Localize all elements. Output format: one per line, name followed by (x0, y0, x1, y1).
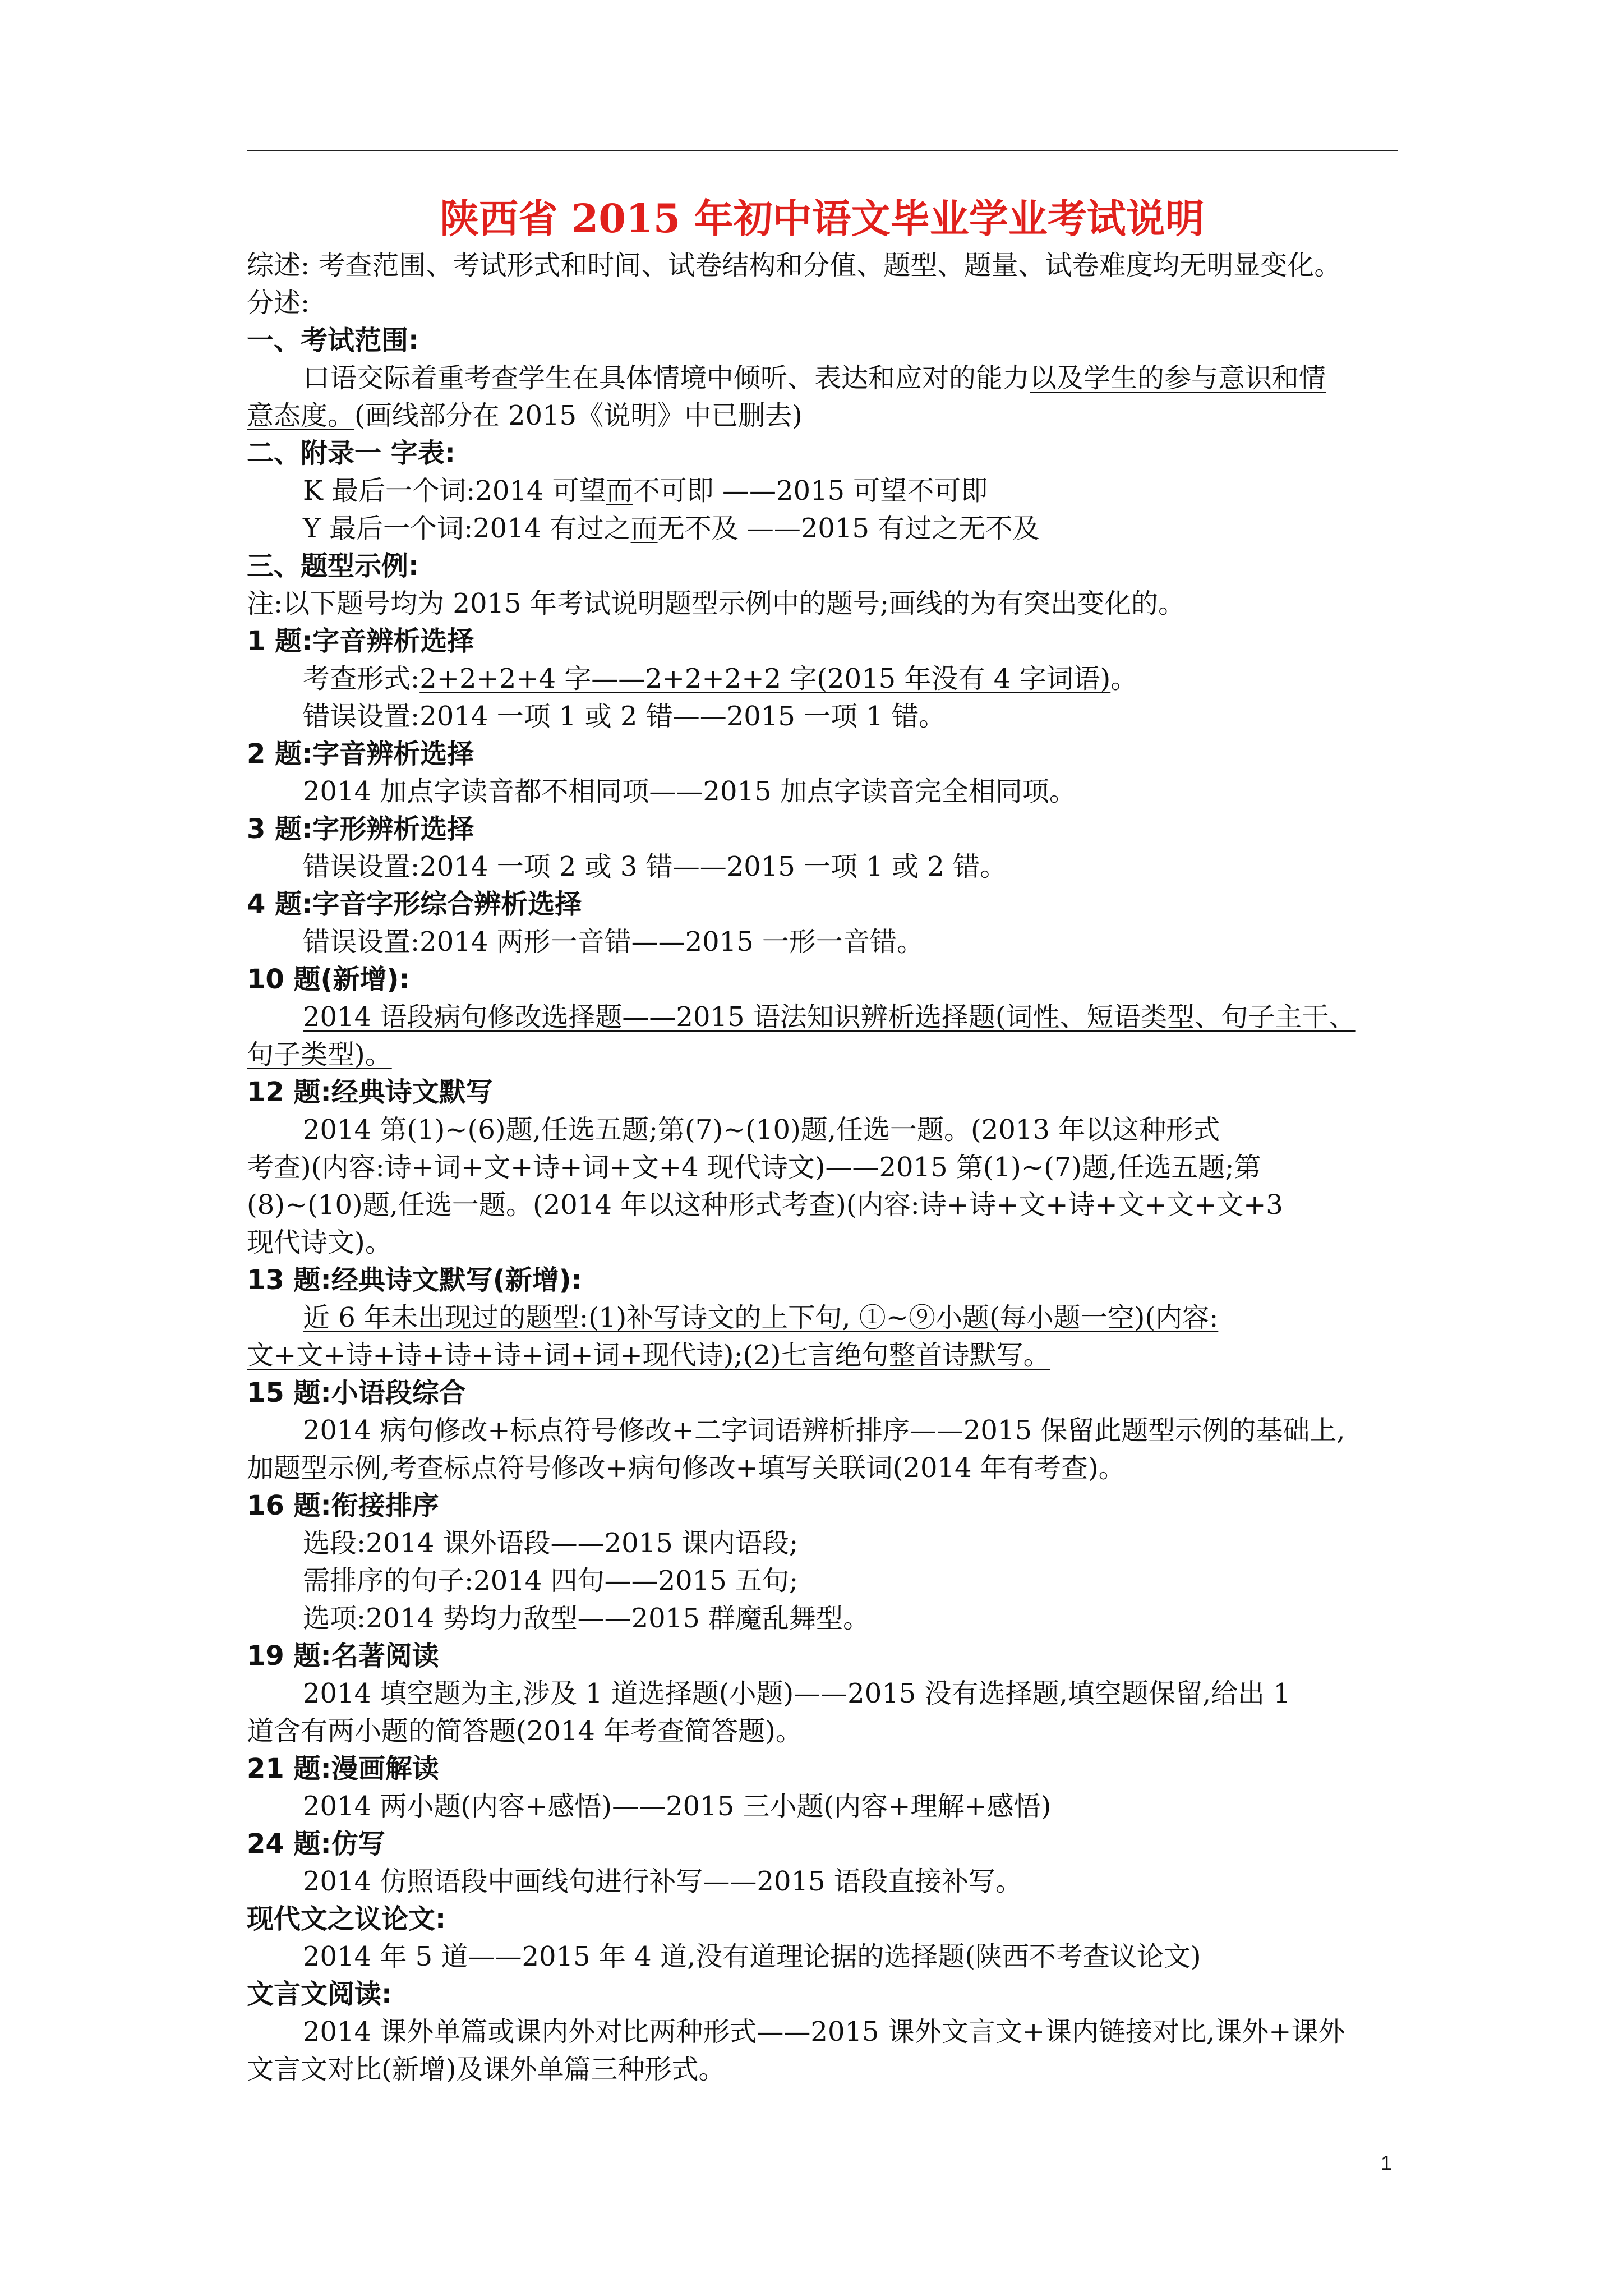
body-line: 2014 年 5 道——2015 年 4 道,没有道理论据的选择题(陕西不考查议论文) (303, 1941, 1201, 1972)
question-heading: 12 题:经典诗文默写 (247, 1076, 493, 1108)
question-heading: 10 题(新增): (247, 964, 410, 995)
underlined-text: 意态度。 (247, 400, 355, 431)
question-heading: 16 题:衔接排序 (247, 1490, 439, 1521)
note-line: 注:以下题号均为 2015 年考试说明题型示例中的题号;画线的为有突出变化的。 (247, 588, 1186, 619)
body-line: 2014 课外单篇或课内外对比两种形式——2015 课外文言文+课内链接对比,课外+课外 (303, 2016, 1345, 2047)
body-line: 需排序的句子:2014 四句——2015 五句; (303, 1565, 799, 1596)
summary-line: 综述: 考查范围、考试形式和时间、试卷结构和分值、题型、题量、试卷难度均无明显变化。 (247, 250, 1341, 281)
body-line (247, 1337, 1402, 1374)
question-heading: 1 题:字音辨析选择 (247, 625, 474, 657)
body-line: 选段:2014 课外语段——2015 课内语段; (303, 1527, 799, 1559)
body-line: 加题型示例,考查标点符号修改+病句修改+填写关联词(2014 年有考查)。 (247, 1452, 1126, 1484)
text-span: 口语交际着重考查学生在具体情境中倾听、表达和应对的能力 (303, 362, 1030, 394)
question-heading: 2 题:字音辨析选择 (247, 738, 474, 770)
body-line (247, 510, 1402, 547)
section-heading: 现代文之议论文: (247, 1903, 446, 1935)
underlined-text: 文+文+诗+诗+诗+诗+词+词+现代诗);(2)七言绝句整首诗默写。 (247, 1340, 1050, 1371)
text-span: (画线部分在 2015《说明》中已删去) (354, 400, 803, 431)
question-heading: 4 题:字音字形综合辨析选择 (247, 889, 582, 920)
body-line: 2014 加点字读音都不相同项——2015 加点字读音完全相同项。 (303, 776, 1076, 807)
body-line: 错误设置:2014 两形一音错——2015 一形一音错。 (303, 926, 924, 958)
underlined-text: 2014 语段病句修改选择题——2015 语法知识辨析选择题(词性、短语类型、句子主干、 (303, 1001, 1356, 1033)
header-rule (247, 150, 1398, 151)
underlined-text: 而 (630, 513, 658, 544)
document-title: 陕西省 2015 年初中语文毕业学业考试说明 (440, 195, 1205, 242)
body-line: 现代诗文)。 (247, 1227, 392, 1258)
body-line: 2014 病句修改+标点符号修改+二字词语辨析排序——2015 保留此题型示例的基础上, (303, 1415, 1345, 1446)
overview-line: 分述: (247, 287, 310, 319)
text-span: 。 (1110, 663, 1138, 694)
question-heading: 19 题:名著阅读 (247, 1640, 439, 1672)
body-line (247, 1299, 1402, 1337)
body-line: 考查)(内容:诗+词+文+诗+词+文+4 现代诗文)——2015 第(1)~(7)题,任选五题;第 (247, 1152, 1261, 1183)
text-span: Y 最后一个词:2014 有过之 (303, 513, 631, 544)
body-line: 2014 两小题(内容+感悟)——2015 三小题(内容+理解+感悟) (303, 1791, 1052, 1822)
body-line: 错误设置:2014 一项 1 或 2 错——2015 一项 1 错。 (303, 701, 946, 732)
body-line (247, 1036, 1402, 1074)
underlined-text: 2+2+2+4 字——2+2+2+2 字(2015 年没有 4 字词语) (419, 663, 1111, 694)
text-span: 考查形式: (303, 663, 420, 694)
text-span: 无不及 ——2015 有过之无不及 (657, 513, 1040, 544)
underlined-text: 以及学生的参与意识和情 (1030, 362, 1326, 394)
body-line (247, 472, 1402, 510)
question-heading: 3 题:字形辨析选择 (247, 813, 474, 845)
body-line: (8)~(10)题,任选一题。(2014 年以这种形式考查)(内容:诗+诗+文+诗+文+文+文+3 (247, 1189, 1283, 1221)
body-line (247, 660, 1402, 698)
document-body (247, 247, 1402, 2088)
body-line: 文言文对比(新增)及课外单篇三种形式。 (247, 2054, 726, 2085)
body-line (247, 999, 1402, 1036)
body-line: 2014 第(1)~(6)题,任选五题;第(7)~(10)题,任选一题。(2013 年以这种形式 (303, 1114, 1220, 1145)
question-heading: 21 题:漫画解读 (247, 1753, 439, 1784)
body-line: 道含有两小题的简答题(2014 年考查简答题)。 (247, 1715, 803, 1747)
underlined-text: 近 6 年未出现过的题型:(1)补写诗文的上下句, ①~⑨小题(每小题一空)(内容: (303, 1302, 1219, 1333)
question-heading: 13 题:经典诗文默写(新增): (247, 1264, 582, 1296)
text-span: K 最后一个词:2014 可望 (303, 475, 606, 507)
body-line: 2014 填空题为主,涉及 1 道选择题(小题)——2015 没有选择题,填空题保留,给出 1 (303, 1678, 1290, 1709)
section-heading: 二、附录一 字表: (247, 438, 455, 469)
text-span: 不可即 ——2015 可望不可即 (633, 475, 988, 507)
underlined-text: 句子类型)。 (247, 1039, 392, 1070)
section-heading: 文言文阅读: (247, 1978, 393, 2010)
body-line: 2014 仿照语段中画线句进行补写——2015 语段直接补写。 (303, 1866, 1022, 1897)
body-line (247, 397, 1402, 435)
page-number: 1 (1380, 2151, 1392, 2174)
underlined-text: 而 (606, 475, 633, 507)
question-heading: 24 题:仿写 (247, 1828, 385, 1860)
question-heading: 15 题:小语段综合 (247, 1377, 466, 1409)
section-heading: 三、题型示例: (247, 550, 419, 582)
body-line (247, 360, 1402, 397)
section-heading: 一、考试范围: (247, 325, 419, 356)
body-line: 选项:2014 势均力敌型——2015 群魔乱舞型。 (303, 1603, 870, 1634)
body-line: 错误设置:2014 一项 2 或 3 错——2015 一项 1 或 2 错。 (303, 851, 1007, 882)
